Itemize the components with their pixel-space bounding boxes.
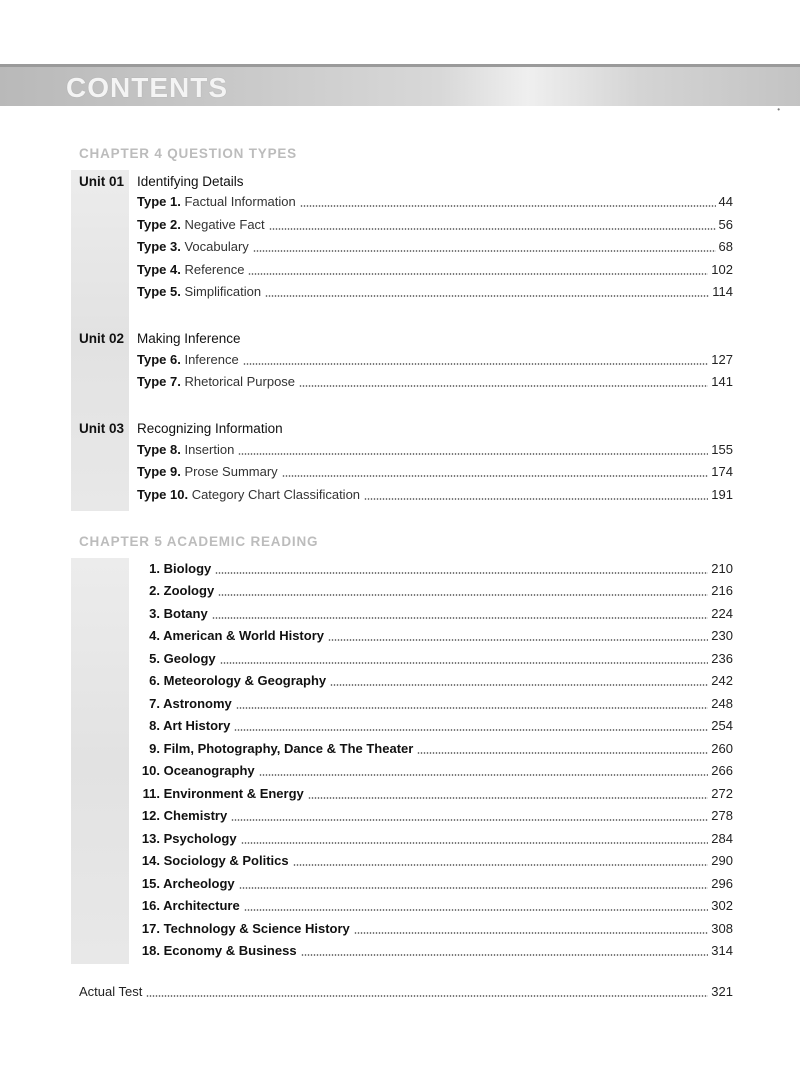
type-name: Inference [184, 352, 239, 367]
toc-entry-biology[interactable] [137, 560, 733, 578]
item-number: 18. [141, 943, 160, 958]
page-number: 56 [718, 217, 733, 232]
dot-leader [300, 205, 716, 207]
type-number: Type 7. [137, 374, 181, 389]
page-number: 224 [711, 606, 733, 621]
dot-leader [301, 954, 709, 956]
dot-leader [236, 707, 709, 709]
unit-02-label: Unit 02 [79, 331, 125, 346]
page-number: 68 [718, 239, 733, 254]
unit-01-title: Identifying Details [137, 174, 244, 189]
type-name: Insertion [184, 442, 235, 457]
item-number: 15. [141, 876, 160, 891]
dot-leader [238, 453, 708, 455]
toc-entry-art-history[interactable] [137, 717, 733, 735]
dot-leader [265, 295, 709, 297]
page-number: 314 [711, 943, 733, 958]
toc-entry-economy-business[interactable] [137, 942, 733, 960]
item-number: 11. [142, 786, 160, 801]
page-number: 174 [711, 464, 733, 479]
toc-entry-type-7[interactable] [137, 373, 733, 391]
dot-leader [218, 594, 708, 596]
toc-entry-oceanography[interactable] [137, 762, 733, 780]
toc-entry-type-1[interactable] [137, 193, 733, 211]
dot-leader [299, 385, 708, 387]
item-number: 4. [149, 628, 160, 643]
contents-banner [0, 64, 800, 114]
dot-leader [231, 819, 708, 821]
item-number: 8. [149, 718, 160, 733]
dot-leader [328, 639, 708, 641]
banner-mark: • [777, 105, 780, 114]
unit-01-label: Unit 01 [79, 174, 125, 189]
item-name: Geology [163, 651, 216, 666]
type-name: Vocabulary [184, 239, 249, 254]
dot-leader [259, 774, 709, 776]
type-name: Negative Fact [184, 217, 265, 232]
dot-leader [330, 684, 708, 686]
type-number: Type 4. [137, 262, 181, 277]
page-number: 278 [711, 808, 733, 823]
dot-leader [220, 662, 709, 664]
toc-entry-type-5[interactable] [137, 283, 733, 301]
item-number: 6. [149, 673, 160, 688]
dot-leader [293, 864, 709, 866]
page-number: 44 [718, 194, 733, 209]
toc-entry-botany[interactable] [137, 605, 733, 623]
type-number: Type 8. [137, 442, 181, 457]
toc-entry-type-6[interactable] [137, 351, 733, 369]
toc-entry-type-9[interactable] [137, 463, 733, 481]
toc-entry-sociology-politics[interactable] [137, 852, 733, 870]
page-number: 230 [711, 628, 733, 643]
item-number: 10. [141, 763, 160, 778]
page-number: 210 [711, 561, 733, 576]
item-name: Sociology & Politics [163, 853, 289, 868]
item-name: Architecture [163, 898, 240, 913]
page-number: 296 [711, 876, 733, 891]
dot-leader [239, 887, 709, 889]
toc-entry-geology[interactable] [137, 650, 733, 668]
page-number: 308 [711, 921, 733, 936]
item-name: Archeology [163, 876, 235, 891]
page-number: 321 [711, 984, 733, 999]
dot-leader [244, 909, 709, 911]
page-number: 260 [711, 741, 733, 756]
type-number: Type 5. [137, 284, 181, 299]
dot-leader [269, 228, 716, 230]
toc-entry-environment-energy[interactable] [137, 785, 733, 803]
type-number: Type 6. [137, 352, 181, 367]
type-name: Factual Information [184, 194, 296, 209]
item-number: 13. [141, 831, 160, 846]
chapter-5-heading: CHAPTER 5 ACADEMIC READING [79, 534, 319, 549]
item-name: Environment & Energy [163, 786, 304, 801]
toc-entry-type-2[interactable] [137, 216, 733, 234]
type-name: Rhetorical Purpose [184, 374, 296, 389]
dot-leader [364, 498, 708, 500]
dot-leader [212, 617, 709, 619]
toc-entry-meteorology-geography[interactable] [137, 672, 733, 690]
item-name: Psychology [163, 831, 237, 846]
dot-leader [282, 475, 709, 477]
item-name: Technology & Science History [163, 921, 350, 936]
page-number: 284 [711, 831, 733, 846]
unit-03-label: Unit 03 [79, 421, 125, 436]
toc-entry-american-world-history[interactable] [137, 627, 733, 645]
item-number: 7. [149, 696, 160, 711]
page-number: 216 [711, 583, 733, 598]
dot-leader [146, 995, 708, 997]
toc-entry-type-8[interactable] [137, 441, 733, 459]
type-number: Type 9. [137, 464, 181, 479]
type-name: Category Chart Classification [191, 487, 361, 502]
type-number: Type 2. [137, 217, 181, 232]
type-number: Type 10. [137, 487, 189, 502]
type-number: Type 1. [137, 194, 181, 209]
item-name: Chemistry [163, 808, 228, 823]
page-number: 302 [711, 898, 733, 913]
dot-leader [417, 752, 708, 754]
item-name: Zoology [163, 583, 215, 598]
item-name: Art History [163, 718, 231, 733]
item-number: 12. [141, 808, 160, 823]
page-number: 272 [711, 786, 733, 801]
page-number: 266 [711, 763, 733, 778]
unit-02-title: Making Inference [137, 331, 241, 346]
unit-03-title: Recognizing Information [137, 421, 283, 436]
toc-entry-actual-test[interactable] [79, 983, 733, 1001]
toc-entry-archeology[interactable] [137, 875, 733, 893]
toc-entry-zoology[interactable] [137, 582, 733, 600]
actual-test-label: Actual Test [79, 984, 143, 999]
type-number: Type 3. [137, 239, 181, 254]
item-name: Meteorology & Geography [163, 673, 327, 688]
dot-leader [354, 932, 709, 934]
chapter-4-heading: CHAPTER 4 QUESTION TYPES [79, 146, 297, 161]
item-name: Oceanography [163, 763, 255, 778]
type-name: Simplification [184, 284, 262, 299]
page-number: 248 [711, 696, 733, 711]
item-name: Biology [163, 561, 212, 576]
page-number: 141 [711, 374, 733, 389]
item-name: American & World History [163, 628, 324, 643]
toc-entry-type-10[interactable] [137, 486, 733, 504]
page-number: 114 [712, 284, 733, 299]
toc-entry-astronomy[interactable] [137, 695, 733, 713]
page-title: CONTENTS [66, 72, 228, 103]
page-number: 290 [711, 853, 733, 868]
dot-leader [248, 273, 708, 275]
type-name: Prose Summary [184, 464, 278, 479]
toc-entry-chemistry[interactable] [137, 807, 733, 825]
dot-leader [253, 250, 716, 252]
item-name: Economy & Business [163, 943, 297, 958]
type-name: Reference [184, 262, 245, 277]
item-number: 16. [141, 898, 160, 913]
page-number: 191 [711, 487, 733, 502]
dot-leader [241, 842, 709, 844]
toc-entry-architecture[interactable] [137, 897, 733, 915]
item-number: 3. [149, 606, 160, 621]
dot-leader [243, 363, 709, 365]
item-number: 17. [141, 921, 160, 936]
item-name: Botany [163, 606, 208, 621]
page-number: 254 [711, 718, 733, 733]
page-number: 242 [711, 673, 733, 688]
dot-leader [215, 572, 708, 574]
page-number: 127 [711, 352, 733, 367]
dot-leader [234, 729, 708, 731]
item-number: 2. [149, 583, 160, 598]
page-number: 155 [711, 442, 733, 457]
dot-leader [308, 797, 709, 799]
toc-entry-type-4[interactable] [137, 261, 733, 279]
toc-entry-psychology[interactable] [137, 830, 733, 848]
toc-entry-technology-science-history[interactable] [137, 920, 733, 938]
page-number: 102 [711, 262, 733, 277]
chapter-5-number-column [71, 558, 129, 964]
item-number: 1. [149, 561, 160, 576]
toc-entry-type-3[interactable] [137, 238, 733, 256]
item-name: Astronomy [163, 696, 232, 711]
toc-entry-film-photography-dance-theater[interactable] [137, 740, 733, 758]
item-number: 5. [149, 651, 160, 666]
item-number: 9. [149, 741, 160, 756]
item-number: 14. [141, 853, 160, 868]
item-name: Film, Photography, Dance & The Theater [163, 741, 414, 756]
page-number: 236 [711, 651, 733, 666]
